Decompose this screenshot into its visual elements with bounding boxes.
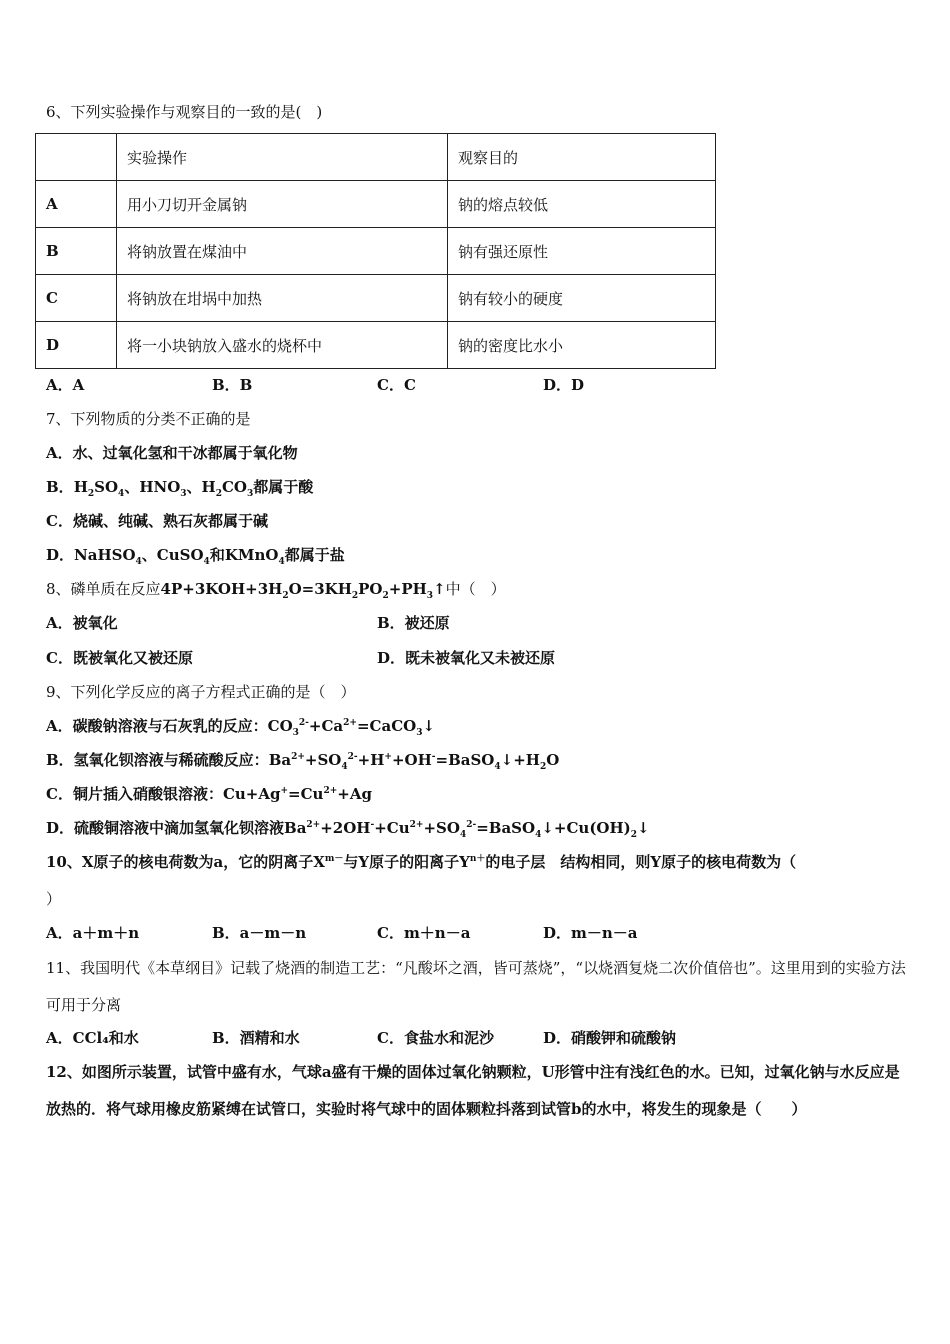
- q9-option-a[interactable]: A．碳酸钠溶液与石灰乳的反应：$CO_3^{2-}+Ca^{2+}=CaCO_3↓$: [46, 717, 436, 738]
- q12-stem: 12、如图所示装置，试管中盛有水，气球a盛有干燥的固体过氧化钠颗粒，U形管中注有浅红色的水。已知，过氧化钠与水反应是放热的．将气球用橡皮筋紧缚在试管口，实验时将气球中的固体颗粒抖落到试管b的水中，将发生的现象是（ ）: [46, 1063, 900, 1118]
- q8-option-c[interactable]: C．既被氧化又被还原: [46, 649, 193, 667]
- q10-stem: 10、X原子的核电荷数为a，它的阴离子$X^{m-}$与Y原子的阳离子$Y^{n+}$的电子层 结构相同，则Y原子的核电荷数为（: [46, 853, 797, 871]
- q7-stem: 7、下列物质的分类不正确的是: [46, 410, 251, 428]
- q6-table: [35, 133, 716, 369]
- table-cell: C: [36, 275, 117, 322]
- q10-stem-end: ）: [46, 890, 62, 908]
- q7-option-b[interactable]: B．$H_2SO_4$、$HNO_3$、$H_2CO_3$都属于酸: [46, 478, 314, 499]
- q11-option-c[interactable]: C．食盐水和泥沙: [377, 1029, 494, 1047]
- stem-text: 中（ ）: [445, 580, 506, 598]
- table-header-cell: 观察目的: [448, 134, 716, 181]
- q10-option-a[interactable]: A．a＋m＋n: [46, 924, 140, 942]
- table-cell: 钠有强还原性: [448, 228, 716, 275]
- option-label: D．: [46, 546, 75, 564]
- q8-option-d[interactable]: D．既未被氧化又未被还原: [377, 649, 556, 667]
- stem-text: 10、X原子的核电荷数为a，它的阴离子X: [46, 853, 325, 871]
- option-text: A．碳酸钠溶液与石灰乳的反应：: [46, 717, 268, 735]
- q9-option-b[interactable]: B．氢氧化钡溶液与稀硫酸反应：$Ba^{2+}+SO_4^{2-}+H^++OH^-=BaSO_4↓+H_2O$: [46, 751, 560, 772]
- table-row: [36, 228, 716, 275]
- q6-option-b[interactable]: B．B: [212, 376, 253, 394]
- table-cell: B: [36, 228, 117, 275]
- option-text: D．硫酸铜溶液中滴加氢氧化钡溶液: [46, 819, 285, 837]
- q9-option-c[interactable]: C．铜片插入硝酸银溶液：$Cu+Ag^+=Cu^{2+}+Ag$: [46, 785, 372, 803]
- q6-stem: 6、下列实验操作与观察目的一致的是( ): [46, 103, 323, 121]
- table-cell: 用小刀切开金属钠: [117, 181, 448, 228]
- q6-option-d[interactable]: D．D: [543, 376, 585, 394]
- option-label: B．: [46, 478, 74, 496]
- table-cell: 将一小块钠放入盛水的烧杯中: [117, 322, 448, 369]
- option-text: 和: [209, 546, 225, 564]
- q10-option-d[interactable]: D．m－n－a: [543, 924, 638, 942]
- table-header-cell: 实验操作: [117, 134, 448, 181]
- table-row: [36, 181, 716, 228]
- option-text: 都属于酸: [253, 478, 314, 496]
- q10-option-b[interactable]: B．a－m－n: [212, 924, 307, 942]
- q7-option-a[interactable]: A．水、过氧化氢和干冰都属于氧化物: [46, 444, 298, 462]
- table-cell: 钠有较小的硬度: [448, 275, 716, 322]
- table-header-row: [36, 134, 716, 181]
- table-cell: 将钠放在坩埚中加热: [117, 275, 448, 322]
- q8-option-a[interactable]: A．被氧化: [46, 614, 118, 632]
- option-text: C．铜片插入硝酸银溶液：: [46, 785, 223, 803]
- q6-option-a[interactable]: A．A: [46, 376, 85, 394]
- table-cell: 将钠放置在煤油中: [117, 228, 448, 275]
- table-header-cell: [36, 134, 117, 181]
- stem-text: 的电子层 结构相同，则Y原子的核电荷数为（: [485, 853, 797, 871]
- stem-text: 与Y原子的阳离子Y: [343, 853, 470, 871]
- option-text: B．氢氧化钡溶液与稀硫酸反应：: [46, 751, 269, 769]
- q11-option-d[interactable]: D．硝酸钾和硫酸钠: [543, 1029, 677, 1047]
- table-cell: D: [36, 322, 117, 369]
- table-cell: 钠的密度比水小: [448, 322, 716, 369]
- q8-stem: 8、磷单质在反应$4P+3KOH+3H_2O=3KH_2PO_2+PH_3↑$中（ ）: [46, 580, 506, 601]
- q11-stem: 11、我国明代《本草纲目》记载了烧酒的制造工艺：“凡酸坏之酒，皆可蒸烧”，“以烧酒复烧二次价值倍也”。这里用到的实验方法可用于分离: [46, 959, 906, 1014]
- q7-option-c[interactable]: C．烧碱、纯碱、熟石灰都属于碱: [46, 512, 268, 530]
- q8-option-b[interactable]: B．被还原: [377, 614, 450, 632]
- table-row: [36, 322, 716, 369]
- q11-option-b[interactable]: B．酒精和水: [212, 1029, 300, 1047]
- table-cell: A: [36, 181, 117, 228]
- q10-option-c[interactable]: C．m＋n－a: [377, 924, 471, 942]
- q6-option-c[interactable]: C．C: [377, 376, 416, 394]
- q7-option-d[interactable]: D．NaHSO$_4$、CuSO$_4$和KMnO$_4$都属于盐: [46, 546, 345, 567]
- q9-option-d[interactable]: D．硫酸铜溶液中滴加氢氧化钡溶液$Ba^{2+}+2OH^-+Cu^{2+}+SO_4^{2-}=BaSO_4↓+Cu(OH)_2↓$: [46, 819, 650, 840]
- stem-text: 8、磷单质在反应: [46, 580, 161, 598]
- q9-stem: 9、下列化学反应的离子方程式正确的是（ ）: [46, 683, 356, 701]
- q11-option-a[interactable]: A．CCl₄和水: [46, 1029, 139, 1047]
- table-row: [36, 275, 716, 322]
- table-cell: 钠的熔点较低: [448, 181, 716, 228]
- option-text: 都属于盐: [284, 546, 345, 564]
